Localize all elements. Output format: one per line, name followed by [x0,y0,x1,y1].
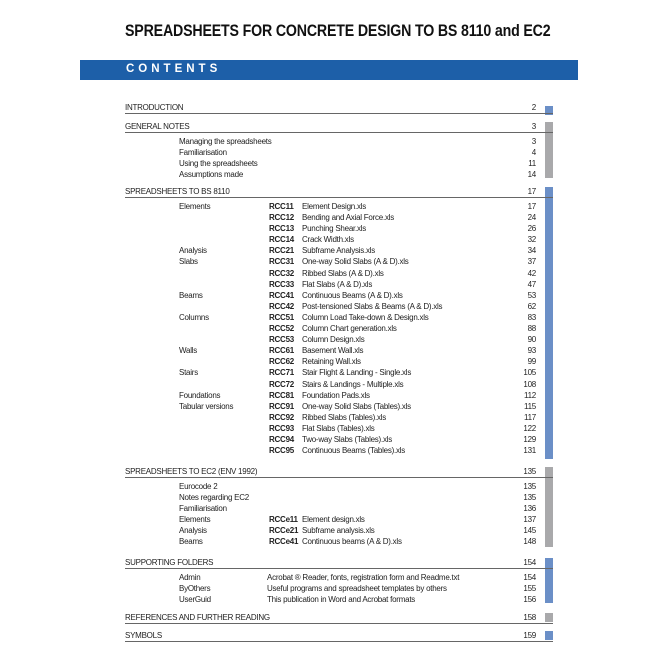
entry-file: Two-way Slabs (Tables).xls [302,434,392,444]
toc-entry[interactable] [125,312,553,323]
entry-page: 62 [527,301,536,311]
toc-entry[interactable] [125,234,553,245]
entry-description: Acrobat ® Reader, fonts, registration form and Readme.txt [267,573,460,582]
entry-label: ByOthers [179,584,211,594]
toc-section [125,103,553,114]
section-heading[interactable] [125,558,553,569]
entry-page: 131 [523,446,536,456]
entry-page: 17 [527,202,536,211]
section-heading[interactable] [125,122,553,133]
entry-code: RCC13 [269,224,294,234]
entry-page: 90 [527,335,536,345]
entry-label: Eurocode 2 [179,482,218,491]
entry-code: RCC94 [269,434,294,444]
entry-code: RCC71 [269,368,294,378]
toc-entry[interactable] [125,212,553,223]
section-page: 154 [523,558,536,567]
entry-file: Flat Slabs (Tables).xls [302,423,375,433]
section-heading[interactable] [125,187,553,198]
entry-label: UserGuid [179,595,211,605]
toc-entry[interactable] [125,279,553,290]
entry-file: Ribbed Slabs (A & D).xls [302,268,384,278]
toc-section [125,467,553,548]
entry-page: 37 [527,257,536,267]
entry-code: RCC33 [269,279,294,289]
toc-entry[interactable] [125,334,553,345]
entry-code: RCC41 [269,290,294,300]
entry-page: 105 [523,368,536,378]
entry-page: 83 [527,312,536,322]
entry-code: RCC91 [269,401,294,411]
entry-file: Basement Wall.xls [302,346,364,356]
page-title: SPREADSHEETS FOR CONCRETE DESIGN TO BS 8110 and EC2 [125,22,551,40]
entry-page: 115 [523,401,536,411]
section-page: 135 [523,467,536,476]
entry-label: Familiarisation [179,504,227,514]
entry-page: 3 [531,137,536,146]
section-page: 2 [531,103,536,112]
toc-entry[interactable] [125,323,553,334]
toc-entry[interactable] [125,536,553,547]
entry-label: Columns [179,312,209,322]
entry-code: RCC92 [269,412,294,422]
entry-description: Useful programs and spreadsheet templates by others [267,584,447,594]
section-title: REFERENCES AND FURTHER READING [125,613,270,622]
entry-label: Stairs [179,368,198,378]
entry-label: Walls [179,346,198,356]
entry-page: 88 [527,324,536,334]
entry-label: Managing the spreadsheets [179,137,272,146]
entry-page: 122 [523,423,536,433]
entry-code: RCC81 [269,390,294,400]
entry-page: 155 [523,584,536,594]
toc-entry[interactable] [125,256,553,267]
toc-entry[interactable] [125,525,553,536]
entry-page: 135 [523,493,536,503]
entry-code: RCC32 [269,268,294,278]
entry-page: 4 [531,148,536,158]
entry-page: 154 [523,573,536,582]
entry-page: 11 [528,159,536,169]
entry-page: 24 [527,213,536,223]
section-page: 158 [523,613,536,622]
toc-entry[interactable] [125,356,553,367]
entry-file: Crack Width.xls [302,235,354,245]
entry-label: Elements [179,202,211,211]
toc-entry[interactable] [125,594,553,605]
entry-file: Stair Flight & Landing - Single.xls [302,368,412,378]
entry-page: 112 [523,390,536,400]
entry-page: 145 [523,526,536,536]
entry-file: One-way Solid Slabs (A & D).xls [302,257,409,267]
entry-page: 42 [527,268,536,278]
toc-section [125,122,553,180]
entry-description: This publication in Word and Acrobat formats [267,595,416,605]
entry-label: Foundations [179,390,221,400]
entry-file: Retaining Wall.xls [302,357,361,367]
entry-code: RCC42 [269,301,294,311]
entry-file: Column Load Take-down & Design.xls [302,312,429,322]
toc-entry[interactable] [125,301,553,312]
section-title: SPREADSHEETS TO BS 8110 [125,187,230,196]
toc-entry[interactable] [125,379,553,390]
entry-page: 136 [523,504,536,514]
entry-file: Column Chart generation.xls [302,324,397,334]
entry-label: Admin [179,573,201,582]
entry-page: 26 [527,224,536,234]
toc-entry[interactable] [125,158,553,169]
entry-label: Beams [179,537,203,547]
entry-label: Assumptions made [179,170,244,180]
entry-page: 135 [523,482,536,491]
entry-page: 137 [523,515,536,525]
entry-code: RCC12 [269,213,294,223]
entry-code: RCCe21 [269,526,299,536]
section-title: SUPPORTING FOLDERS [125,558,214,567]
contents-heading: CONTENTS [126,63,222,75]
entry-file: Element design.xls [302,515,365,525]
entry-label: Elements [179,515,211,525]
entry-file: Subframe Analysis.xls [302,246,376,256]
entry-label: Using the spreadsheets [179,159,258,169]
contents-banner [80,60,578,80]
entry-label: Notes regarding EC2 [179,493,249,503]
entry-label: Familiarisation [179,148,227,158]
entry-code: RCC31 [269,257,294,267]
entry-label: Slabs [179,257,198,267]
toc-entry[interactable] [125,583,553,594]
entry-file: Element Design.xls [302,202,366,211]
toc-entry[interactable] [125,481,553,492]
entry-file: Ribbed Slabs (Tables).xls [302,412,387,422]
entry-file: One-way Solid Slabs (Tables).xls [302,401,411,411]
entry-file: Column Design.xls [302,335,365,345]
section-title: INTRODUCTION [125,103,184,112]
toc-entry[interactable] [125,268,553,279]
entry-file: Flat Slabs (A & D).xls [302,279,373,289]
toc-entry[interactable] [125,434,553,445]
entry-label: Tabular versions [179,401,234,411]
entry-page: 47 [527,279,536,289]
section-page: 159 [523,631,536,640]
entry-code: RCC93 [269,423,294,433]
entry-code: RCC62 [269,357,294,367]
entry-file: Punching Shear.xls [302,224,366,234]
toc-section [125,613,553,624]
section-heading[interactable] [125,103,553,114]
entry-code: RCC61 [269,346,294,356]
section-heading[interactable] [125,613,553,624]
toc-entry[interactable] [125,503,553,514]
entry-code: RCC95 [269,446,294,456]
entry-page: 117 [523,412,536,422]
entry-code: RCCe11 [269,515,298,525]
entry-page: 93 [527,346,536,356]
toc-entry[interactable] [125,401,553,412]
entry-label: Analysis [179,246,207,256]
entry-page: 32 [527,235,536,245]
entry-code: RCC72 [269,379,294,389]
toc-entry[interactable] [125,390,553,401]
toc-entry[interactable] [125,245,553,256]
toc-entry[interactable] [125,514,553,525]
toc-entry[interactable] [125,147,553,158]
entry-page: 129 [523,434,536,444]
entry-page: 34 [527,246,536,256]
toc-entry[interactable] [125,290,553,301]
entry-code: RCCe41 [269,537,299,547]
section-heading[interactable] [125,467,553,478]
toc-entry[interactable] [125,492,553,503]
toc-section [125,558,553,605]
entry-page: 53 [527,290,536,300]
entry-code: RCC21 [269,246,294,256]
toc-entry[interactable] [125,345,553,356]
entry-code: RCC11 [269,202,294,211]
section-page: 3 [531,122,536,131]
entry-code: RCC14 [269,235,294,245]
toc-entry[interactable] [125,136,553,147]
entry-page: 99 [527,357,536,367]
toc-entry[interactable] [125,223,553,234]
section-title: GENERAL NOTES [125,122,190,131]
entry-file: Bending and Axial Force.xls [302,213,394,223]
entry-page: 14 [527,170,536,180]
section-heading[interactable] [125,631,553,642]
entry-file: Post-tensioned Slabs & Beams (A & D).xls [302,301,443,311]
toc-section [125,187,553,456]
toc-section [125,631,553,642]
entry-file: Subframe analysis.xls [302,526,375,536]
entry-file: Foundation Pads.xls [302,390,370,400]
entry-file: Continuous Beams (A & D).xls [302,290,403,300]
entry-file: Continuous beams (A & D).xls [302,537,402,547]
entry-code: RCC51 [269,312,294,322]
entry-page: 148 [523,537,536,547]
entry-label: Analysis [179,526,207,536]
entry-code: RCC52 [269,324,294,334]
toc-entry[interactable] [125,201,553,212]
entry-file: Stairs & Landings - Multiple.xls [302,379,404,389]
toc-entry[interactable] [125,367,553,378]
entry-label: Beams [179,290,203,300]
section-title: SPREADSHEETS TO EC2 (ENV 1992) [125,467,258,476]
toc-entry[interactable] [125,169,553,180]
entry-page: 156 [523,595,536,605]
section-title: SYMBOLS [125,631,162,640]
entry-file: Continuous Beams (Tables).xls [302,446,406,456]
entry-code: RCC53 [269,335,294,345]
toc-entry[interactable] [125,423,553,434]
section-page: 17 [527,187,536,196]
entry-page: 108 [523,379,536,389]
toc-entry[interactable] [125,572,553,583]
toc-entry[interactable] [125,445,553,456]
toc-entry[interactable] [125,412,553,423]
